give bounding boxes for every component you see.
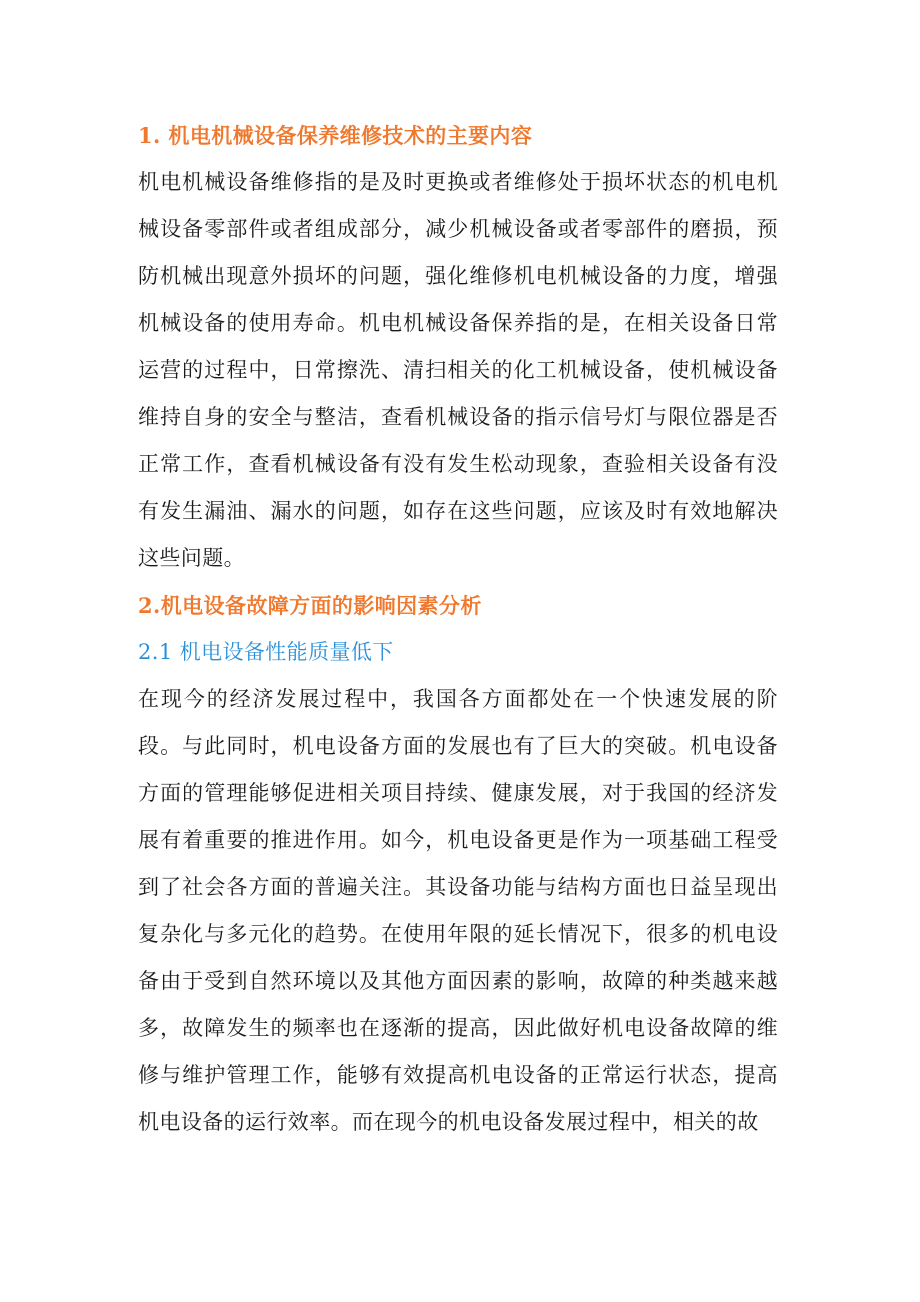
document-body (138, 112, 778, 1146)
section-2-heading: 2.机电设备故障方面的影响因素分析 (138, 593, 482, 618)
section-1-paragraph: 机电机械设备维修指的是及时更换或者维修处于损坏状态的机电机械设备零部件或者组成部分，减少机械设备或者零部件的磨损，预防机械出现意外损坏的问题，强化维修机电机械设备的力度，增强机械设备的使用寿命。机电机械设备保养指的是，在相关设备日常运营的过程中，日常擦洗、清扫相关的化工机械设备，使机械设备维持自身的安全与整洁，查看机械设备的指示信号灯与限位器是否正常工作，查看机械设备有没有发生松动现象，查验相关设备有没有发生漏油、漏水的问题，如存在这些问题，应该及时有效地解决这些问题。 (138, 170, 778, 570)
section-2-1-paragraph: 在现今的经济发展过程中，我国各方面都处在一个快速发展的阶段。与此同时，机电设备方面的发展也有了巨大的突破。机电设备方面的管理能够促进相关项目持续、健康发展，对于我国的经济发展有着重要的推进作用。如今，机电设备更是作为一项基础工程受到了社会各方面的普遍关注。其设备功能与结构方面也日益呈现出复杂化与多元化的趋势。在使用年限的延长情况下，很多的机电设备由于受到自然环境以及其他方面因素的影响，故障的种类越来越多，故障发生的频率也在逐渐的提高，因此做好机电设备故障的维修与维护管理工作，能够有效提高机电设备的正常运行状态，提高机电设备的运行效率。而在现今的机电设备发展过程中，相关的故 (138, 687, 778, 1134)
section-2-1-heading: 2.1 机电设备性能质量低下 (138, 640, 394, 664)
section-1-heading: 1. 机电机械设备保养维修技术的主要内容 (138, 123, 533, 148)
